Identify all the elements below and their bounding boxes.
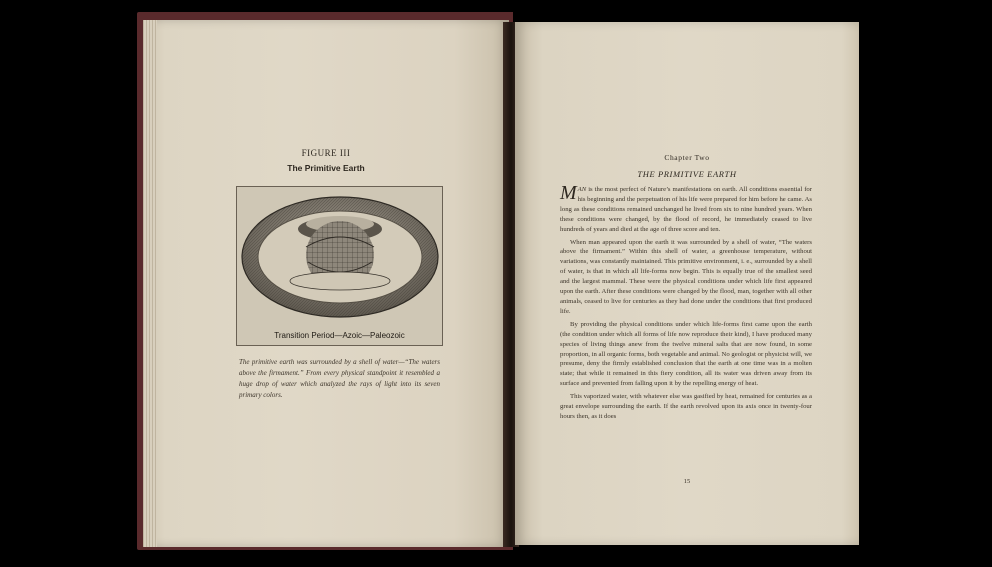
plate-caption: Transition Period—Azoic—Paleozoic [274,331,405,340]
page-number: 15 [683,478,691,485]
paragraph-3: By providing the physical conditions under which life-forms first came upon the earth (the condition under which all forms of life now reproduce their kind), I have produced many species of living things anew from the twelve mineral salts that are now found, in some proportion, in all organic forms, both vegetable and animal. No geologist or physicist will, we presume, deny the firmly established conclusion that the earth at one time was in a molten state; that while it remained in this fiery condition, all its water was driven away from its surface and prevented from falling upon it by the repelling energy of heat. [560,320,812,388]
figure-title: The Primitive Earth [287,163,365,173]
open-book [137,12,859,550]
right-page [515,22,859,545]
chapter-title: THE PRIMITIVE EARTH [637,169,737,179]
paragraph-4: This vaporized water, with whatever else was gasified by heat, remained for centuries as a great envelope surrounding the earth. If the earth revolved upon its axis once in twenty-four hours then, as it does [560,393,812,420]
first-word-rest: AN [577,186,587,193]
chapter-body [560,182,812,425]
left-page [143,20,509,547]
figure-plate-illustration [236,186,443,346]
page-edges [143,20,157,547]
figure-caption: The primitive earth was surrounded by a shell of water—“The waters above the firmament.” From every physical standpoint it resembled a huge drop of water which analyzed the rays of light into its seven primary colors. [239,358,440,399]
paragraph-1 [560,182,812,235]
primitive-earth-illustration [237,187,442,345]
paragraph-1-text: is the most perfect of Nature’s manifestations on earth. All conditions essential for his beginning and the perpetuation of his life were prepared for him before he came. As long as these conditions remained unchanged he lived from six to nine hundred years. When these conditions were changed, by the flood of record, he immediately ceased to live hundreds of years and died at the age of three score and ten. [560,186,812,233]
chapter-number: Chapter Two [664,153,710,162]
paragraph-2: When man appeared upon the earth it was surrounded by a shell of water, “The waters above the firmament.” Within this shell of water, a greenhouse temperature, without variations, was constantly maintained. This primitive environment, i. e., surrounded by a shell of water, is that in which all life-forms now begin. This is equally true of the smallest seed and the largest mammal. These were the physical conditions under which life first appeared upon the earth. After these conditions were changed by the flood, man, together with all other animals, ceased to live for centuries as they had done under the conditions that first produced life. [560,238,812,315]
figure-number: FIGURE III [301,148,351,158]
drop-cap: M [560,182,577,204]
